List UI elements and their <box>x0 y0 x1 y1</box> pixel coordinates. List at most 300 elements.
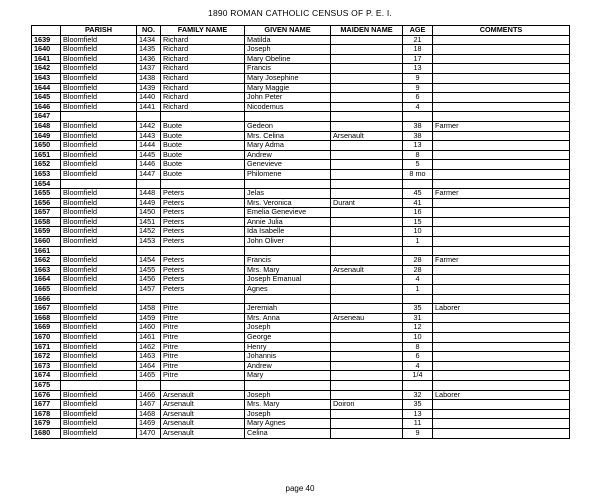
parish-cell <box>61 294 137 304</box>
record-no-cell: 1440 <box>137 93 161 103</box>
row-number-cell: 1649 <box>32 131 61 141</box>
comments-cell <box>433 169 570 179</box>
record-no-cell: 1456 <box>137 275 161 285</box>
age-cell: 4 <box>403 102 433 112</box>
table-row <box>32 419 570 429</box>
age-cell <box>403 179 433 189</box>
parish-cell: Bloomfield <box>61 208 137 218</box>
family-name-cell: Arsenault <box>161 409 245 419</box>
age-cell: 8 <box>403 150 433 160</box>
given-name-cell: Joseph <box>245 45 331 55</box>
given-name-cell: Andrew <box>245 150 331 160</box>
parish-cell: Bloomfield <box>61 390 137 400</box>
family-name-cell: Peters <box>161 227 245 237</box>
comments-cell <box>433 265 570 275</box>
maiden-name-cell <box>331 361 403 371</box>
record-no-cell: 1436 <box>137 54 161 64</box>
family-name-cell: Buote <box>161 160 245 170</box>
record-no-cell: 1441 <box>137 102 161 112</box>
given-name-cell: Henry <box>245 342 331 352</box>
row-number-cell: 1676 <box>32 390 61 400</box>
table-row <box>32 285 570 295</box>
comments-cell: Laborer <box>433 390 570 400</box>
record-no-cell: 1450 <box>137 208 161 218</box>
table-row <box>32 333 570 343</box>
row-number-cell: 1640 <box>32 45 61 55</box>
family-name-cell: Richard <box>161 35 245 45</box>
age-cell: 10 <box>403 227 433 237</box>
family-name-cell: Peters <box>161 285 245 295</box>
row-number-cell: 1668 <box>32 313 61 323</box>
age-cell: 4 <box>403 275 433 285</box>
row-number-cell: 1669 <box>32 323 61 333</box>
record-no-cell: 1444 <box>137 141 161 151</box>
parish-cell <box>61 112 137 122</box>
row-number-cell: 1679 <box>32 419 61 429</box>
maiden-name-cell <box>331 285 403 295</box>
family-name-cell: Arsenault <box>161 428 245 438</box>
maiden-name-cell <box>331 64 403 74</box>
parish-cell: Bloomfield <box>61 121 137 131</box>
table-row <box>32 208 570 218</box>
comments-cell <box>433 380 570 390</box>
parish-cell: Bloomfield <box>61 313 137 323</box>
comments-cell <box>433 35 570 45</box>
family-name-cell: Peters <box>161 256 245 266</box>
comments-cell <box>433 64 570 74</box>
age-cell: 28 <box>403 265 433 275</box>
record-no-cell: 1434 <box>137 35 161 45</box>
maiden-name-cell <box>331 419 403 429</box>
maiden-name-cell <box>331 169 403 179</box>
parish-cell: Bloomfield <box>61 419 137 429</box>
row-number-cell: 1647 <box>32 112 61 122</box>
maiden-name-cell <box>331 217 403 227</box>
row-number-cell: 1650 <box>32 141 61 151</box>
family-name-cell: Peters <box>161 189 245 199</box>
given-name-cell: Jelas <box>245 189 331 199</box>
age-cell: 41 <box>403 198 433 208</box>
table-row <box>32 265 570 275</box>
family-name-cell: Peters <box>161 275 245 285</box>
record-no-cell: 1464 <box>137 361 161 371</box>
row-number-cell: 1671 <box>32 342 61 352</box>
table-row <box>32 169 570 179</box>
row-number-cell: 1663 <box>32 265 61 275</box>
given-name-cell: John Peter <box>245 93 331 103</box>
table-row <box>32 179 570 189</box>
maiden-name-cell <box>331 390 403 400</box>
table-row <box>32 352 570 362</box>
parish-cell <box>61 179 137 189</box>
given-name-cell: John Oliver <box>245 237 331 247</box>
col-header-age: AGE <box>403 26 433 36</box>
comments-cell <box>433 342 570 352</box>
parish-cell: Bloomfield <box>61 342 137 352</box>
maiden-name-cell <box>331 304 403 314</box>
family-name-cell: Buote <box>161 150 245 160</box>
age-cell: 8 <box>403 342 433 352</box>
family-name-cell <box>161 294 245 304</box>
age-cell: 13 <box>403 409 433 419</box>
parish-cell: Bloomfield <box>61 150 137 160</box>
parish-cell: Bloomfield <box>61 361 137 371</box>
family-name-cell: Buote <box>161 141 245 151</box>
record-no-cell: 1458 <box>137 304 161 314</box>
maiden-name-cell <box>331 371 403 381</box>
age-cell <box>403 246 433 256</box>
given-name-cell: Joseph <box>245 323 331 333</box>
parish-cell: Bloomfield <box>61 45 137 55</box>
given-name-cell: Ida Isabelle <box>245 227 331 237</box>
family-name-cell: Pitre <box>161 313 245 323</box>
maiden-name-cell <box>331 189 403 199</box>
family-name-cell: Richard <box>161 93 245 103</box>
maiden-name-cell <box>331 141 403 151</box>
table-row <box>32 45 570 55</box>
table-row <box>32 256 570 266</box>
comments-cell <box>433 237 570 247</box>
comments-cell <box>433 313 570 323</box>
family-name-cell: Richard <box>161 54 245 64</box>
comments-cell <box>433 131 570 141</box>
maiden-name-cell <box>331 256 403 266</box>
age-cell: 9 <box>403 83 433 93</box>
given-name-cell: Mary Obeline <box>245 54 331 64</box>
page-number: page 40 <box>285 484 315 493</box>
row-number-cell: 1670 <box>32 333 61 343</box>
row-number-cell: 1662 <box>32 256 61 266</box>
parish-cell: Bloomfield <box>61 265 137 275</box>
row-number-cell: 1673 <box>32 361 61 371</box>
given-name-cell: Nicodemus <box>245 102 331 112</box>
comments-cell <box>433 352 570 362</box>
row-number-cell: 1680 <box>32 428 61 438</box>
given-name-cell: George <box>245 333 331 343</box>
table-row <box>32 409 570 419</box>
comments-cell <box>433 285 570 295</box>
age-cell: 6 <box>403 93 433 103</box>
maiden-name-cell <box>331 73 403 83</box>
record-no-cell: 1457 <box>137 285 161 295</box>
comments-cell <box>433 45 570 55</box>
age-cell: 5 <box>403 160 433 170</box>
row-number-cell: 1661 <box>32 246 61 256</box>
given-name-cell: Joseph Emanual <box>245 275 331 285</box>
age-cell <box>403 380 433 390</box>
family-name-cell: Richard <box>161 73 245 83</box>
family-name-cell: Arsenault <box>161 390 245 400</box>
age-cell: 35 <box>403 400 433 410</box>
parish-cell: Bloomfield <box>61 304 137 314</box>
parish-cell: Bloomfield <box>61 73 137 83</box>
parish-cell: Bloomfield <box>61 141 137 151</box>
table-row <box>32 237 570 247</box>
family-name-cell: Richard <box>161 64 245 74</box>
table-row <box>32 313 570 323</box>
comments-cell <box>433 428 570 438</box>
maiden-name-cell: Arsenault <box>331 265 403 275</box>
given-name-cell: Johannis <box>245 352 331 362</box>
parish-cell: Bloomfield <box>61 93 137 103</box>
document-title: 1890 ROMAN CATHOLIC CENSUS OF P. E. I. <box>208 8 392 18</box>
given-name-cell: Annie Julia <box>245 217 331 227</box>
given-name-cell: Matilda <box>245 35 331 45</box>
col-header-comments: COMMENTS <box>433 26 570 36</box>
row-number-cell: 1644 <box>32 83 61 93</box>
given-name-cell: Mary Adma <box>245 141 331 151</box>
age-cell: 9 <box>403 428 433 438</box>
family-name-cell: Pitre <box>161 342 245 352</box>
age-cell: 1 <box>403 237 433 247</box>
table-row <box>32 323 570 333</box>
row-number-cell: 1641 <box>32 54 61 64</box>
record-no-cell: 1461 <box>137 333 161 343</box>
comments-cell <box>433 112 570 122</box>
table-row <box>32 361 570 371</box>
table-row <box>32 428 570 438</box>
table-row <box>32 131 570 141</box>
family-name-cell: Buote <box>161 131 245 141</box>
row-number-cell: 1643 <box>32 73 61 83</box>
parish-cell: Bloomfield <box>61 217 137 227</box>
table-row <box>32 35 570 45</box>
age-cell: 1 <box>403 285 433 295</box>
given-name-cell <box>245 380 331 390</box>
parish-cell: Bloomfield <box>61 54 137 64</box>
table-row <box>32 73 570 83</box>
comments-cell <box>433 179 570 189</box>
table-row <box>32 342 570 352</box>
row-number-cell: 1656 <box>32 198 61 208</box>
age-cell <box>403 294 433 304</box>
record-no-cell: 1466 <box>137 390 161 400</box>
table-row <box>32 246 570 256</box>
comments-cell <box>433 400 570 410</box>
record-no-cell: 1468 <box>137 409 161 419</box>
table-row <box>32 141 570 151</box>
record-no-cell: 1442 <box>137 121 161 131</box>
parish-cell: Bloomfield <box>61 409 137 419</box>
parish-cell: Bloomfield <box>61 131 137 141</box>
family-name-cell: Richard <box>161 83 245 93</box>
family-name-cell: Pitre <box>161 361 245 371</box>
age-cell: 9 <box>403 73 433 83</box>
maiden-name-cell <box>331 275 403 285</box>
age-cell: 31 <box>403 313 433 323</box>
parish-cell: Bloomfield <box>61 227 137 237</box>
given-name-cell: Philomene <box>245 169 331 179</box>
parish-cell: Bloomfield <box>61 371 137 381</box>
maiden-name-cell <box>331 323 403 333</box>
record-no-cell: 1452 <box>137 227 161 237</box>
age-cell: 45 <box>403 189 433 199</box>
record-no-cell <box>137 294 161 304</box>
given-name-cell: Emelia Genevieve <box>245 208 331 218</box>
maiden-name-cell <box>331 179 403 189</box>
maiden-name-cell: Durant <box>331 198 403 208</box>
age-cell: 35 <box>403 304 433 314</box>
row-number-cell: 1659 <box>32 227 61 237</box>
comments-cell <box>433 54 570 64</box>
parish-cell: Bloomfield <box>61 237 137 247</box>
comments-cell <box>433 83 570 93</box>
comments-cell <box>433 409 570 419</box>
table-row <box>32 112 570 122</box>
maiden-name-cell <box>331 246 403 256</box>
maiden-name-cell <box>331 102 403 112</box>
parish-cell: Bloomfield <box>61 333 137 343</box>
comments-cell <box>433 371 570 381</box>
census-table <box>31 25 570 439</box>
comments-cell <box>433 361 570 371</box>
parish-cell: Bloomfield <box>61 198 137 208</box>
parish-cell: Bloomfield <box>61 35 137 45</box>
age-cell: 11 <box>403 419 433 429</box>
maiden-name-cell <box>331 294 403 304</box>
age-cell: 4 <box>403 361 433 371</box>
table-row <box>32 54 570 64</box>
row-number-cell: 1660 <box>32 237 61 247</box>
record-no-cell: 1437 <box>137 64 161 74</box>
family-name-cell: Buote <box>161 121 245 131</box>
row-number-cell: 1665 <box>32 285 61 295</box>
table-row <box>32 198 570 208</box>
table-row <box>32 390 570 400</box>
given-name-cell: Joseph <box>245 390 331 400</box>
given-name-cell: Andrew <box>245 361 331 371</box>
age-cell: 15 <box>403 217 433 227</box>
comments-cell <box>433 150 570 160</box>
col-header-no: NO. <box>137 26 161 36</box>
comments-cell <box>433 275 570 285</box>
record-no-cell: 1438 <box>137 73 161 83</box>
maiden-name-cell <box>331 352 403 362</box>
table-row <box>32 189 570 199</box>
table-row <box>32 160 570 170</box>
record-no-cell: 1453 <box>137 237 161 247</box>
row-number-cell: 1658 <box>32 217 61 227</box>
age-cell: 8 mo <box>403 169 433 179</box>
row-number-cell: 1672 <box>32 352 61 362</box>
row-number-cell: 1652 <box>32 160 61 170</box>
maiden-name-cell <box>331 409 403 419</box>
comments-cell <box>433 208 570 218</box>
parish-cell: Bloomfield <box>61 352 137 362</box>
given-name-cell: Mary <box>245 371 331 381</box>
maiden-name-cell <box>331 112 403 122</box>
given-name-cell: Francis <box>245 64 331 74</box>
maiden-name-cell <box>331 380 403 390</box>
given-name-cell <box>245 294 331 304</box>
maiden-name-cell <box>331 160 403 170</box>
age-cell: 28 <box>403 256 433 266</box>
age-cell: 13 <box>403 141 433 151</box>
age-cell: 38 <box>403 131 433 141</box>
family-name-cell: Richard <box>161 102 245 112</box>
row-number-cell: 1677 <box>32 400 61 410</box>
maiden-name-cell <box>331 208 403 218</box>
record-no-cell <box>137 112 161 122</box>
comments-cell: Farmer <box>433 189 570 199</box>
maiden-name-cell <box>331 45 403 55</box>
record-no-cell: 1463 <box>137 352 161 362</box>
parish-cell: Bloomfield <box>61 275 137 285</box>
table-row <box>32 121 570 131</box>
age-cell: 13 <box>403 64 433 74</box>
row-number-cell: 1657 <box>32 208 61 218</box>
family-name-cell: Pitre <box>161 352 245 362</box>
row-number-cell: 1648 <box>32 121 61 131</box>
comments-cell: Farmer <box>433 256 570 266</box>
comments-cell <box>433 294 570 304</box>
maiden-name-cell <box>331 54 403 64</box>
header-row <box>32 26 570 36</box>
col-header-maiden-name: MAIDEN NAME <box>331 26 403 36</box>
maiden-name-cell: Arsenault <box>331 131 403 141</box>
age-cell: 18 <box>403 45 433 55</box>
table-row <box>32 83 570 93</box>
age-cell: 16 <box>403 208 433 218</box>
family-name-cell <box>161 112 245 122</box>
col-header-parish: PARISH <box>61 26 137 36</box>
col-header-rownum <box>32 26 61 36</box>
maiden-name-cell <box>331 93 403 103</box>
row-number-cell: 1667 <box>32 304 61 314</box>
age-cell: 10 <box>403 333 433 343</box>
given-name-cell: Jeremiah <box>245 304 331 314</box>
comments-cell <box>433 198 570 208</box>
parish-cell: Bloomfield <box>61 64 137 74</box>
maiden-name-cell <box>331 35 403 45</box>
row-number-cell: 1642 <box>32 64 61 74</box>
age-cell: 6 <box>403 352 433 362</box>
parish-cell: Bloomfield <box>61 400 137 410</box>
record-no-cell: 1447 <box>137 169 161 179</box>
record-no-cell: 1460 <box>137 323 161 333</box>
record-no-cell: 1465 <box>137 371 161 381</box>
age-cell: 38 <box>403 121 433 131</box>
comments-cell <box>433 246 570 256</box>
row-number-cell: 1674 <box>32 371 61 381</box>
age-cell: 1/4 <box>403 371 433 381</box>
maiden-name-cell <box>331 227 403 237</box>
table-row <box>32 294 570 304</box>
table-row <box>32 380 570 390</box>
col-header-given-name: GIVEN NAME <box>245 26 331 36</box>
family-name-cell <box>161 179 245 189</box>
record-no-cell: 1454 <box>137 256 161 266</box>
row-number-cell: 1639 <box>32 35 61 45</box>
table-row <box>32 227 570 237</box>
parish-cell <box>61 380 137 390</box>
given-name-cell: Celina <box>245 428 331 438</box>
given-name-cell: Mary Agnes <box>245 419 331 429</box>
maiden-name-cell <box>331 121 403 131</box>
parish-cell: Bloomfield <box>61 256 137 266</box>
row-number-cell: 1666 <box>32 294 61 304</box>
family-name-cell: Buote <box>161 169 245 179</box>
given-name-cell: Genevieve <box>245 160 331 170</box>
record-no-cell: 1470 <box>137 428 161 438</box>
comments-cell <box>433 141 570 151</box>
record-no-cell <box>137 380 161 390</box>
comments-cell <box>433 323 570 333</box>
row-number-cell: 1664 <box>32 275 61 285</box>
parish-cell: Bloomfield <box>61 189 137 199</box>
given-name-cell: Mary Maggie <box>245 83 331 93</box>
comments-cell <box>433 217 570 227</box>
